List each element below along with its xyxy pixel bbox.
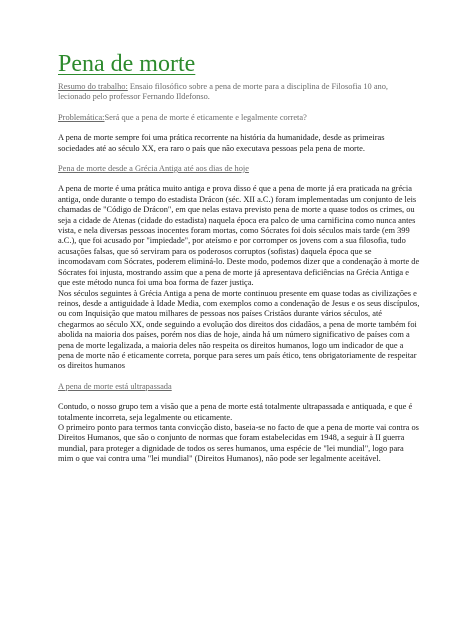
section2-paragraph-2: O primeiro ponto para termos tanta convicção disto, baseia-se no facto de que a pena de morte vai contra os Direitos Humanos, que são o conjunto de normas que foram estabelecidas em 1948, a seguir à II guerra mundial, para proteger a dignidade de todos os seres humanos, uma espécie de "lei mundial", logo para mim o que vai contra uma "lei mundial" (Direitos Humanos), não pode ser legalmente aceitável.	[58, 422, 419, 464]
section2-paragraph-1: Contudo, o nosso grupo tem a visão que a pena de morte está totalmente ultrapassada e antiquada, e que é totalmente incorreta, seja legalmente ou eticamente.	[58, 402, 413, 422]
page-title: Pena de morte	[58, 51, 196, 77]
summary-label: Resumo do trabalho:	[58, 82, 128, 91]
section1-paragraph-1: A pena de morte é uma prática muito antiga e prova disso é que a pena de morte já era praticada na grécia antiga, onde durante o tempo do estadista Drácon (séc. XII a.C.) foram implementadas um conjunto de leis chamadas de "Código de Drácon", em que nelas estava previsto pena de morte a quase todos os crimes, ou seja a cidade de Atenas (cidade do estadista) naquela época era palco de uma carnificina como nunca antes vista, e nela diversas pessoas inocentes foram mortas, como Sócrates foi dois séculos mais tarde (em 399 a.C.), que foi acusado por "impiedade", por ateísmo e por corromper os jovens com a sua filosofia, tudo acusações falsas, que só serviram para os poderosos corruptos (sofistas) daquela época que se incomodavam com Sócrates, poderem eliminá-lo. Deste modo, podemos dizer que a condenação à morte de Sócrates foi injusta, mostrando assim que a pena de morte já apresentava deficiências na Grécia Antiga e que este método nunca foi uma boa forma de fazer justiça.	[58, 184, 420, 288]
problem-label: Problemática:	[58, 112, 105, 122]
section1-paragraph-2: Nos séculos seguintes à Grécia Antiga a pena de morte continuou presente em quase todas as civilizações e reinos, desde a antiguidade à Idade Media, com exemplos como a condenação de Jesus e os seus discípulos, ou com Inquisição que matou milhares de pessoas nos países Cristãos durante vários séculos, até chegarmos ao século XX, onde seguindo a evolução dos direitos dos cidadãos, a pena de morte também foi abolida na maioria dos países, porém nos dias de hoje, ainda há um número significativo de países com a pena de morte legalizada, a maioria deles não respeita os direitos humanos, logo um indicador de que a pena de morte não é eticamente correta, porque para seres um país ético, tens obrigatoriamente de respeitar os direitos humanos	[58, 288, 420, 371]
section2-heading: A pena de morte está ultrapassada	[58, 381, 172, 391]
intro-paragraph: A pena de morte sempre foi uma prática recorrente na história da humanidade, desde as primeiras sociedades até ao século XX, era raro o país que não executava pessoas pela pena de morte.	[58, 133, 385, 153]
section1-heading: Pena de morte desde a Grécia Antiga até aos dias de hoje	[58, 164, 249, 174]
summary-line	[58, 82, 420, 103]
problem-line	[58, 113, 420, 123]
problem-text: Será que a pena de morte é eticamente e legalmente correta?	[104, 112, 307, 122]
summary-text: Ensaio filosófico sobre a pena de morte para a disciplina de Filosofia 10 ano, lecionado pelo professor Fernando Ildefonso.	[58, 82, 389, 102]
